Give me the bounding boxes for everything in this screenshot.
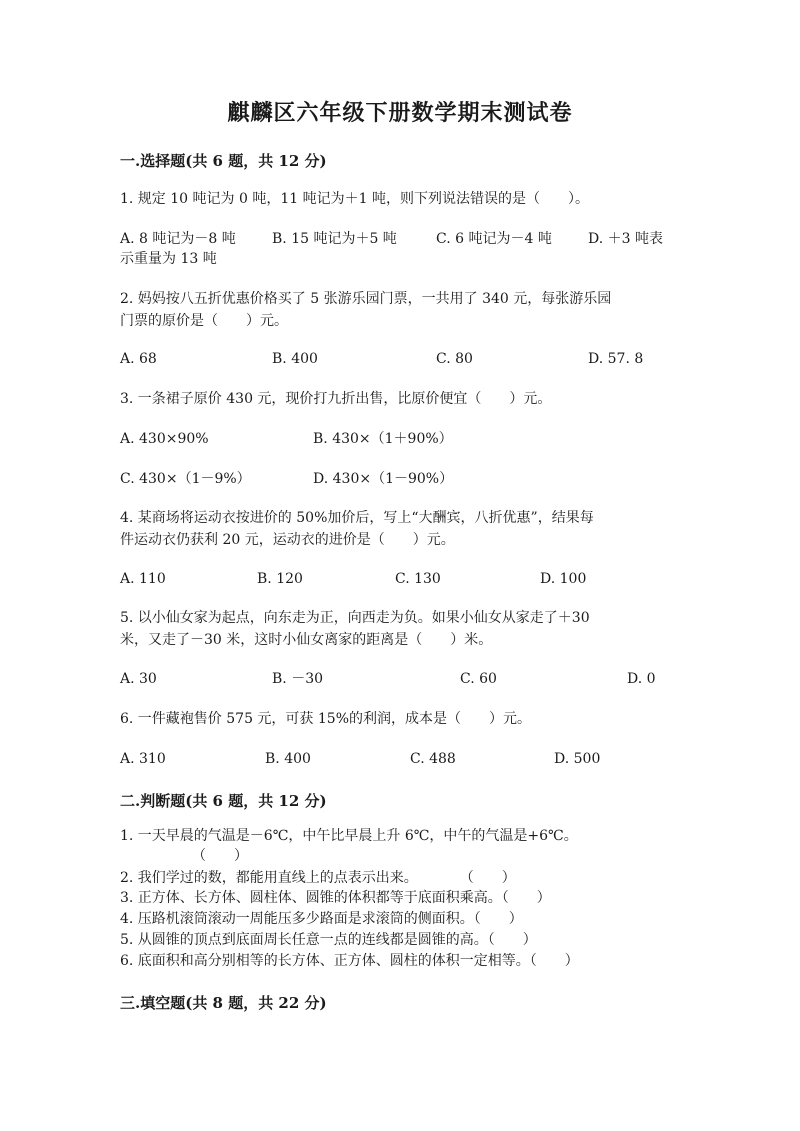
question-5-stem-line1: 5. 以小仙女家为起点，向东走为正，向西走为负。如果小仙女从家走了＋30 (120, 610, 590, 626)
question-4-option-a: A. 110 (120, 571, 166, 587)
question-4-option-c: C. 130 (395, 571, 441, 587)
question-3-stem: 3. 一条裙子原价 430 元，现价打九折出售，比原价便宜（ ）元。 (120, 391, 552, 407)
judgement-2: 2. 我们学过的数，都能用直线上的点表示出来。 （ ） (120, 870, 516, 886)
question-3-option-a: A. 430×90% (120, 431, 209, 447)
question-2-option-b: B. 400 (272, 351, 318, 367)
judgement-1-answer-bracket: （ ） (192, 848, 248, 864)
question-5-stem-line2: 米，又走了－30 米，这时小仙女离家的距离是（ ）米。 (120, 632, 493, 648)
question-4-option-d: D. 100 (540, 571, 587, 587)
question-5-option-d: D. 0 (627, 671, 656, 687)
question-1-option-d: D. ＋3 吨表 (588, 231, 663, 247)
question-6-option-a: A. 310 (120, 751, 166, 767)
question-6-option-c: C. 488 (410, 751, 456, 767)
judgement-4: 4. 压路机滚筒滚动一周能压多少路面是求滚筒的侧面积。（ ） (120, 911, 523, 927)
question-5-option-b: B. －30 (272, 671, 324, 687)
section-heading-choice: 一.选择题(共 6 题，共 12 分) (120, 152, 327, 170)
question-6-stem: 6. 一件藏袍售价 575 元，可获 15%的利润，成本是（ ）元。 (120, 711, 531, 727)
question-4-option-b: B. 120 (257, 571, 303, 587)
page-title: 麒麟区六年级下册数学期末测试卷 (227, 100, 573, 126)
question-6-option-b: B. 400 (265, 751, 311, 767)
question-2-option-c: C. 80 (436, 351, 473, 367)
question-4-stem-line2: 件运动衣仍获利 20 元，运动衣的进价是（ ）元。 (120, 532, 455, 548)
question-1-option-b: B. 15 吨记为＋5 吨 (272, 231, 397, 247)
question-1-option-a: A. 8 吨记为－8 吨 (120, 231, 236, 247)
question-5-option-a: A. 30 (120, 671, 157, 687)
question-4-stem-line1: 4. 某商场将运动衣按进价的 50%加价后，写上“大酬宾，八折优惠”，结果每 (120, 510, 594, 526)
question-1-option-c: C. 6 吨记为－4 吨 (436, 231, 552, 247)
question-3-option-d: D. 430×（1－90%） (313, 471, 454, 487)
question-2-stem-line2: 门票的原价是（ ）元。 (120, 313, 288, 329)
question-1-stem: 1. 规定 10 吨记为 0 吨，11 吨记为＋1 吨，则下列说法错误的是（ ）。 (120, 191, 589, 207)
question-2-option-d: D. 57. 8 (588, 351, 644, 367)
section-heading-judge: 二.判断题(共 6 题，共 12 分) (120, 792, 327, 810)
section-heading-fill: 三.填空题(共 8 题，共 22 分) (120, 994, 327, 1012)
question-3-option-b: B. 430×（1＋90%） (313, 431, 453, 447)
judgement-6: 6. 底面积和高分别相等的长方体、正方体、圆柱的体积一定相等。（ ） (120, 953, 579, 969)
question-5-option-c: C. 60 (460, 671, 497, 687)
judgement-1: 1. 一天早晨的气温是－6℃，中午比早晨上升 6℃，中午的气温是+6℃。 (120, 828, 578, 844)
judgement-3: 3. 正方体、长方体、圆柱体、圆锥的体积都等于底面积乘高。（ ） (120, 890, 551, 906)
judgement-5: 5. 从圆锥的顶点到底面周长任意一点的连线都是圆锥的高。（ ） (120, 932, 537, 948)
question-1-option-continuation: 示重量为 13 吨 (120, 251, 217, 267)
question-2-stem-line1: 2. 妈妈按八五折优惠价格买了 5 张游乐园门票，一共用了 340 元，每张游乐园 (120, 291, 612, 307)
question-6-option-d: D. 500 (554, 751, 601, 767)
question-2-option-a: A. 68 (120, 351, 157, 367)
question-3-option-c: C. 430×（1－9%） (120, 471, 251, 487)
